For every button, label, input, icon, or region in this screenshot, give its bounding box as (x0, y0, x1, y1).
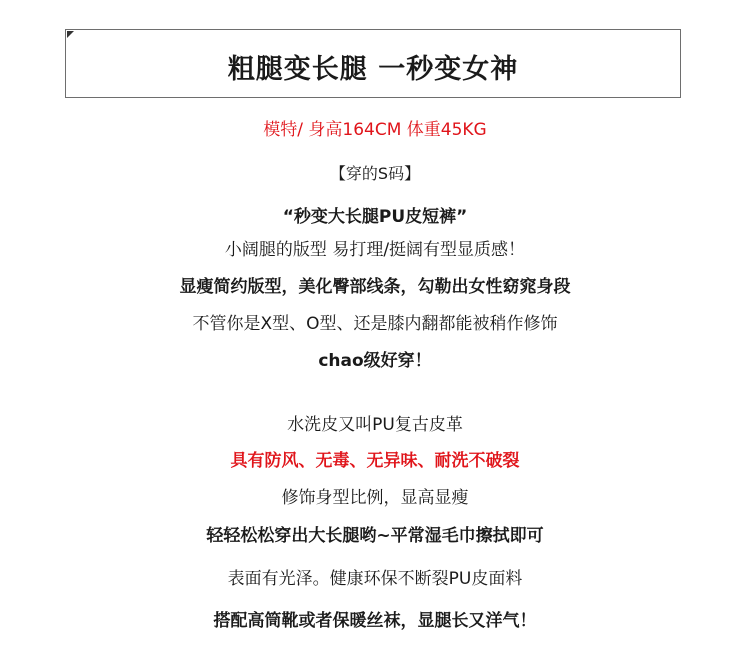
header-title: 粗腿变长腿 一秒变女神 (227, 54, 519, 85)
product-title: “秒变大长腿PU皮短裤” (282, 207, 468, 227)
size-note: 【穿的S码】 (329, 164, 421, 183)
material-line-2: 具有防风、无毒、无异味、耐洗不破裂 (230, 451, 520, 471)
material-line-4: 轻轻松松穿出大长腿哟~平常湿毛巾擦拭即可 (206, 526, 544, 546)
description-line-2: 显瘦简约版型，美化臀部线条，勾勒出女性窈窕身段 (179, 277, 571, 297)
material-line-1: 水洗皮又叫PU复古皮革 (287, 415, 463, 435)
header-box (65, 29, 681, 98)
description-line-1: 小阔腿的版型 易打理/挺阔有型显质感！ (224, 240, 526, 260)
model-info: 模特/ 身高164CM 体重45KG (263, 120, 487, 140)
material-line-5: 表面有光泽。健康环保不断裂PU皮面料 (227, 569, 523, 589)
corner-triangle-icon (67, 31, 74, 38)
description-line-3: 不管你是X型、O型、还是膝内翻都能被稍作修饰 (192, 314, 558, 334)
material-line-3: 修饰身型比例，显高显瘦 (281, 488, 469, 508)
description-line-4: chao级好穿！ (318, 351, 432, 371)
styling-tip: 搭配高筒靴或者保暖丝袜，显腿长又洋气！ (213, 611, 537, 631)
